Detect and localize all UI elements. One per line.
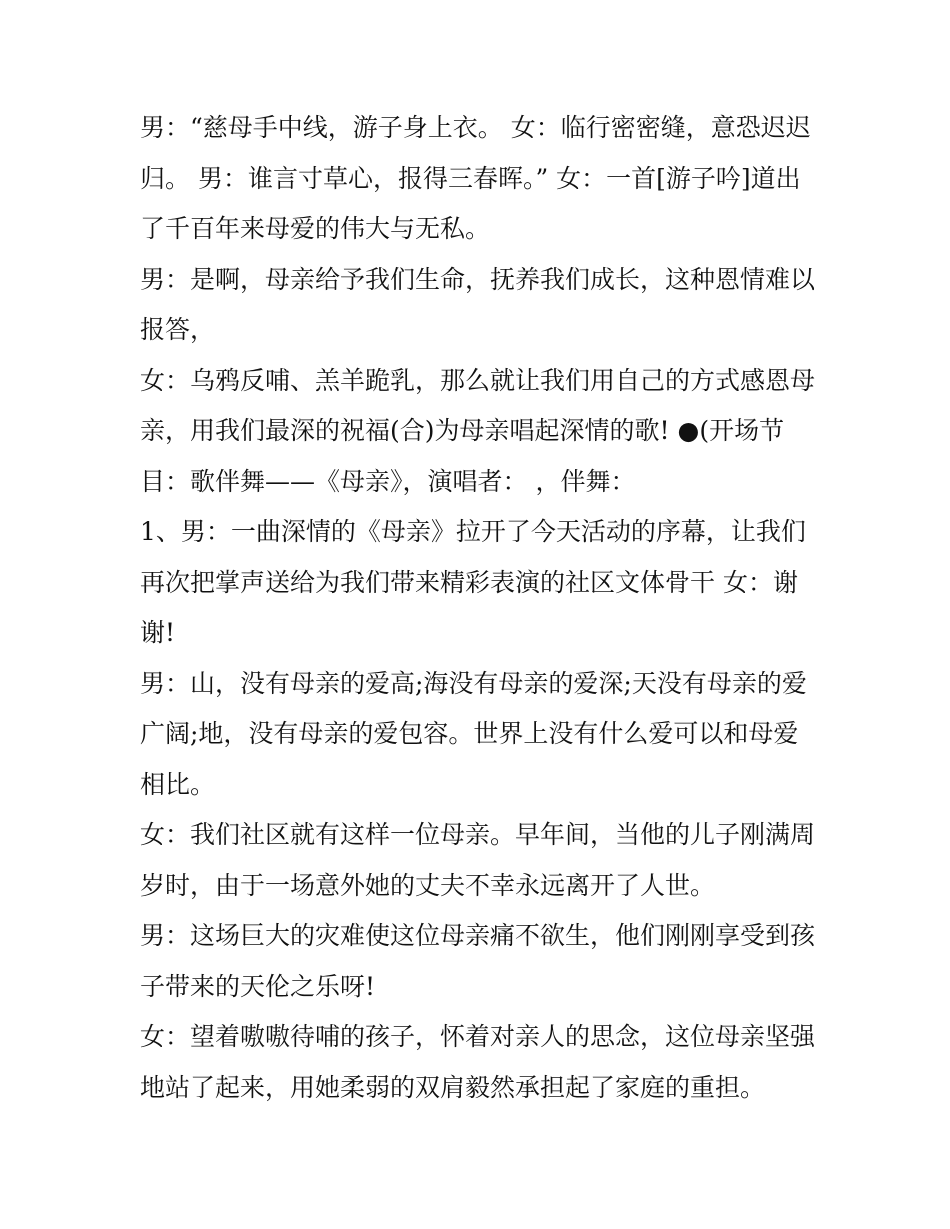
text-line-14: 相比。 — [140, 769, 216, 799]
text-line-10: 再次把掌声送给为我们带来精彩表演的社区文体骨干 女：谢 — [140, 567, 798, 597]
text-line-8: 目：歌伴舞——《母亲》，演唱者： ，伴舞： — [140, 466, 636, 496]
text-line-4: 男：是啊，母亲给予我们生命，抚养我们成长，这种恩情难以 — [140, 264, 816, 294]
text-line-1: 男：“慈母手中线，游子身上衣。 女：临行密密缝，意恐迟迟 — [140, 113, 811, 142]
text-line-6: 女：乌鸦反哺、羔羊跪乳，那么就让我们用自己的方式感恩母 — [140, 365, 816, 395]
text-line-7: 亲，用我们最深的祝福(合)为母亲唱起深情的歌! ●(开场节 — [140, 416, 785, 445]
text-line-15: 女：我们社区就有这样一位母亲。早年间，当他的儿子刚满周 — [140, 820, 816, 849]
text-line-17: 男：这场巨大的灾难使这位母亲痛不欲生，他们刚刚享受到孩 — [140, 921, 816, 950]
text-line-20: 地站了起来，用她柔弱的双肩毅然承担起了家庭的重担。 — [140, 1072, 766, 1102]
document-body — [140, 103, 820, 1113]
text-line-19: 女：望着嗷嗷待哺的孩子，怀着对亲人的思念，这位母亲坚强 — [140, 1022, 816, 1051]
text-line-5: 报答， — [140, 315, 216, 344]
text-line-12: 男：山，没有母亲的爱高;海没有母亲的爱深;天没有母亲的爱 — [140, 668, 807, 698]
text-line-11: 谢! — [140, 618, 176, 647]
text-line-9: 1、男：一曲深情的《母亲》拉开了今天活动的序幕，让我们 — [140, 517, 806, 546]
text-line-16: 岁时，由于一场意外她的丈夫不幸永远离开了人世。 — [140, 870, 716, 900]
text-line-18: 子带来的天伦之乐呀! — [140, 971, 376, 1001]
text-line-2: 归。 男：谁言寸草心，报得三春晖。” 女：一首[游子吟]道出 — [140, 163, 801, 193]
text-line-3: 了千百年来母爱的伟大与无私。 — [140, 214, 491, 243]
text-line-13: 广阔;地，没有母亲的爱包容。世界上没有什么爱可以和母爱 — [140, 719, 799, 748]
